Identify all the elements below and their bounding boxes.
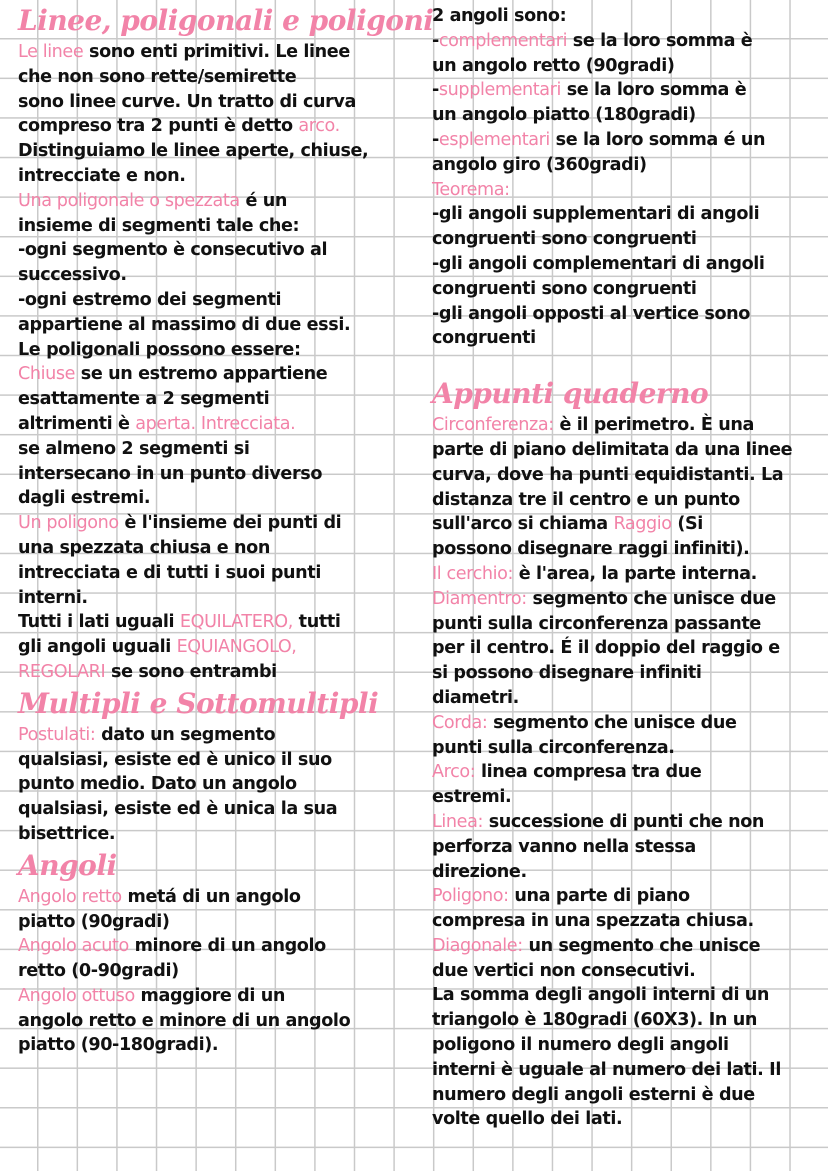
- text-line: [432, 463, 824, 488]
- text-line: [432, 1008, 824, 1033]
- highlighted-term: Angolo ottuso: [18, 985, 135, 1006]
- body-text: -: [432, 30, 439, 51]
- heading-linee-poligonali: Linee, poligonali e poligoni: [18, 4, 434, 37]
- body-text: estremi.: [432, 787, 512, 808]
- body-text: se un estremo appartiene: [75, 364, 328, 385]
- body-text: dato un segmento: [95, 724, 276, 745]
- text-line: [432, 835, 824, 860]
- body-text: volte quello dei lati.: [432, 1109, 623, 1130]
- body-text: successivo.: [18, 265, 127, 286]
- text-line: [18, 772, 413, 797]
- text-line: [432, 488, 824, 513]
- text-line: [18, 511, 413, 536]
- text-line: [432, 252, 824, 277]
- body-text: esattamente a 2 segmenti: [18, 389, 270, 410]
- highlighted-term: Raggio: [613, 514, 672, 535]
- text-line: [18, 362, 413, 387]
- text-line: [18, 263, 413, 288]
- heading-angoli: Angoli: [18, 848, 117, 882]
- text-line: [18, 65, 413, 90]
- spacer: [432, 351, 824, 375]
- right-column: [432, 0, 824, 1132]
- text-line: [432, 537, 824, 562]
- body-text: per il centro. É il doppio del raggio e: [432, 638, 780, 659]
- highlighted-term: esplementari: [438, 129, 550, 150]
- body-text: appartiene al massimo di due essi.: [18, 314, 351, 335]
- text-line: [18, 338, 413, 363]
- text-line: [18, 586, 413, 611]
- body-text: qualsiasi, esiste ed è unica la sua: [18, 799, 338, 820]
- highlighted-term: Diamentro:: [432, 588, 527, 609]
- text-line: [432, 1033, 824, 1058]
- body-text: se almeno 2 segmenti si: [18, 438, 250, 459]
- text-line: [432, 78, 824, 103]
- text-line: [18, 189, 413, 214]
- highlighted-term: Una poligonale o spezzata: [18, 190, 240, 211]
- highlighted-term: Circonferenza:: [432, 415, 554, 436]
- body-text: altrimenti è: [18, 413, 136, 434]
- text-line: [432, 128, 824, 153]
- body-text: poligono il numero degli angoli: [432, 1035, 729, 1056]
- text-line: [432, 612, 824, 637]
- text-line: [18, 1009, 413, 1034]
- text-line: [432, 1083, 824, 1108]
- body-text: successione di punti che non: [482, 811, 765, 832]
- body-text: è l'area, la parte interna.: [513, 563, 757, 584]
- body-text: maggiore di un: [134, 985, 285, 1006]
- body-text: numero degli angoli esterni è due: [432, 1084, 755, 1105]
- body-text: distanza tre il centro e un punto: [432, 489, 740, 510]
- text-line: [18, 984, 413, 1009]
- body-text: punto medio. Dato un angolo: [18, 774, 297, 795]
- body-text: una parte di piano: [508, 886, 690, 907]
- text-line: [432, 438, 824, 463]
- body-text: gli angoli uguali: [18, 637, 177, 658]
- text-line: [18, 40, 413, 65]
- highlighted-term: EQUIANGOLO,: [176, 637, 297, 658]
- text-line: [18, 536, 413, 561]
- heading-appunti-quaderno: Appunti quaderno: [432, 377, 709, 411]
- body-text: congruenti sono congruenti: [432, 278, 697, 299]
- highlighted-term: REGOLARI: [18, 661, 106, 682]
- text-line: [432, 909, 824, 934]
- text-line: [18, 797, 413, 822]
- text-line: [432, 413, 824, 438]
- heading-multipli: Multipli e Sottomultipli: [18, 686, 379, 720]
- highlighted-term: Il cerchio:: [432, 563, 514, 584]
- body-text: intersecano in un punto diverso: [18, 463, 323, 484]
- body-text: -gli angoli complementari di angoli: [432, 253, 765, 274]
- text-line: [432, 54, 824, 79]
- body-text: dagli estremi.: [18, 488, 151, 509]
- body-text: segmento che unisce due: [526, 588, 776, 609]
- text-line: [18, 1033, 413, 1058]
- text-line: [18, 561, 413, 586]
- text-line: [18, 437, 413, 462]
- text-line: [432, 1058, 824, 1083]
- body-text: se la loro somma è: [567, 30, 753, 51]
- text-line: [18, 959, 413, 984]
- body-text: (Si: [671, 514, 703, 535]
- text-line: [432, 29, 824, 54]
- text-line: [432, 636, 824, 661]
- highlighted-term: Poligono:: [432, 886, 509, 907]
- text-line: [18, 412, 413, 437]
- text-line: [18, 164, 413, 189]
- section-angoli: [18, 885, 413, 1059]
- body-text: se sono entrambi: [105, 661, 277, 682]
- body-text: punti sulla circonferenza passante: [432, 613, 761, 634]
- body-text: sull'arco si chiama: [432, 514, 614, 535]
- body-text: triangolo è 180gradi (60X3). In un: [432, 1010, 757, 1031]
- text-line: [432, 103, 824, 128]
- body-text: intrecciata e di tutti i suoi punti: [18, 562, 321, 583]
- text-line: [18, 610, 413, 635]
- body-text: angolo giro (360gradi): [432, 154, 647, 175]
- text-line: [432, 1107, 824, 1132]
- body-text: tutti: [292, 612, 341, 633]
- body-text: é un: [239, 190, 287, 211]
- body-text: è l'insieme dei punti di: [118, 513, 342, 534]
- text-line: [432, 934, 824, 959]
- body-text: minore di un angolo: [128, 936, 326, 957]
- body-text: possono disegnare raggi infiniti).: [432, 539, 750, 560]
- body-text: 2 angoli sono:: [432, 6, 567, 26]
- text-line: [432, 661, 824, 686]
- body-text: che non sono rette/semirette: [18, 66, 297, 87]
- text-line: [18, 139, 413, 164]
- text-line: [432, 178, 824, 203]
- section-angoli-relazioni: [432, 4, 824, 351]
- highlighted-term: complementari: [438, 30, 568, 51]
- text-line: [18, 214, 413, 239]
- body-text: -ogni estremo dei segmenti: [18, 289, 282, 310]
- text-line: [432, 785, 824, 810]
- body-text: sono enti primitivi. Le linee: [83, 42, 350, 62]
- text-line: [18, 462, 413, 487]
- text-line: [432, 326, 824, 351]
- body-text: intrecciate e non.: [18, 165, 186, 186]
- highlighted-term: arco.: [298, 116, 340, 137]
- body-text: bisettrice.: [18, 823, 116, 844]
- body-text: curva, dove ha punti equidistanti. La: [432, 464, 784, 485]
- body-text: insieme di segmenti tale che:: [18, 215, 300, 236]
- text-line: [432, 562, 824, 587]
- highlighted-term: Un poligono: [18, 513, 119, 534]
- text-line: [432, 983, 824, 1008]
- text-line: [432, 711, 824, 736]
- highlighted-term: Postulati:: [18, 724, 96, 745]
- text-line: [18, 387, 413, 412]
- text-line: [18, 934, 413, 959]
- text-line: [18, 660, 413, 685]
- text-line: [18, 635, 413, 660]
- text-line: [18, 238, 413, 263]
- body-text: un segmento che unisce: [522, 935, 761, 956]
- text-line: [18, 313, 413, 338]
- body-text: -ogni segmento è consecutivo al: [18, 240, 328, 261]
- body-text: -: [432, 80, 439, 101]
- body-text: qualsiasi, esiste ed è unico il suo: [18, 749, 332, 770]
- body-text: Distinguiamo le linee aperte, chiuse,: [18, 141, 369, 162]
- body-text: piatto (90-180gradi).: [18, 1035, 219, 1056]
- body-text: interni.: [18, 587, 88, 608]
- body-text: se la loro somma è: [561, 80, 747, 101]
- body-text: -gli angoli opposti al vertice sono: [432, 303, 750, 324]
- body-text: congruenti: [432, 328, 536, 349]
- highlighted-term: EQUILATERO,: [179, 612, 293, 633]
- body-text: La somma degli angoli interni di un: [432, 985, 770, 1006]
- text-line: [432, 760, 824, 785]
- body-text: un angolo retto (90gradi): [432, 55, 675, 76]
- highlighted-term: Angolo acuto: [18, 936, 129, 957]
- body-text: diametri.: [432, 687, 519, 708]
- body-text: linea compresa tra due: [475, 762, 702, 783]
- text-line: [432, 587, 824, 612]
- body-text: retto (0-90gradi): [18, 961, 179, 982]
- text-line: [432, 810, 824, 835]
- text-line: [18, 288, 413, 313]
- text-line: [432, 153, 824, 178]
- text-line: [18, 822, 413, 847]
- text-line: [18, 910, 413, 935]
- text-line: [432, 860, 824, 885]
- body-text: è il perimetro. È una: [553, 415, 754, 436]
- body-text: sono linee curve. Un tratto di curva: [18, 91, 356, 112]
- body-text: -: [432, 129, 439, 150]
- body-text: due vertici non consecutivi.: [432, 960, 696, 981]
- body-text: metá di un angolo: [121, 886, 301, 907]
- text-line: [18, 90, 413, 115]
- body-text: un angolo piatto (180gradi): [432, 105, 696, 126]
- text-line: [432, 686, 824, 711]
- text-line: [18, 723, 413, 748]
- highlighted-term: Arco:: [432, 762, 476, 783]
- body-text: punti sulla circonferenza.: [432, 737, 675, 758]
- text-line: [18, 748, 413, 773]
- highlighted-term: Diagonale:: [432, 935, 523, 956]
- body-text: segmento che unisce due: [487, 712, 737, 733]
- body-text: compresa in una spezzata chiusa.: [432, 911, 754, 932]
- body-text: direzione.: [432, 861, 527, 882]
- text-line: [432, 512, 824, 537]
- highlighted-term: supplementari: [438, 80, 561, 101]
- text-line: [432, 884, 824, 909]
- highlighted-term: Linea:: [432, 811, 483, 832]
- highlighted-term: Corda:: [432, 712, 488, 733]
- text-line: [432, 277, 824, 302]
- body-text: angolo retto e minore di un angolo: [18, 1010, 351, 1031]
- section-linee: [18, 40, 413, 685]
- body-text: parte di piano delimitata da una linee: [432, 439, 793, 460]
- text-line: [432, 4, 824, 29]
- text-line: [432, 959, 824, 984]
- highlighted-term: Angolo retto: [18, 886, 122, 907]
- body-text: Le poligonali possono essere:: [18, 339, 301, 360]
- highlighted-term: Teorema:: [432, 179, 510, 200]
- text-line: [432, 202, 824, 227]
- body-text: compreso tra 2 punti è detto: [18, 116, 299, 137]
- body-text: se la loro somma é un: [549, 129, 766, 150]
- section-appunti: [432, 413, 824, 1132]
- highlighted-term: aperta. Intrecciata.: [135, 413, 296, 434]
- text-line: [18, 885, 413, 910]
- body-text: congruenti sono congruenti: [432, 229, 697, 250]
- highlighted-term: Chiuse: [18, 364, 76, 385]
- body-text: interni è uguale al numero dei lati. Il: [432, 1059, 781, 1080]
- body-text: Tutti i lati uguali: [18, 612, 180, 633]
- section-multipli: [18, 723, 413, 847]
- text-line: [432, 227, 824, 252]
- text-line: [18, 486, 413, 511]
- body-text: -gli angoli supplementari di angoli: [432, 204, 760, 225]
- body-text: una spezzata chiusa e non: [18, 537, 270, 558]
- text-line: [432, 736, 824, 761]
- text-line: [432, 302, 824, 327]
- highlighted-term: Le linee: [18, 42, 84, 62]
- text-line: [18, 114, 413, 139]
- body-text: perforza vanno nella stessa: [432, 836, 696, 857]
- body-text: piatto (90gradi): [18, 911, 170, 932]
- left-column: [18, 0, 434, 1058]
- body-text: si possono disegnare infiniti: [432, 663, 702, 684]
